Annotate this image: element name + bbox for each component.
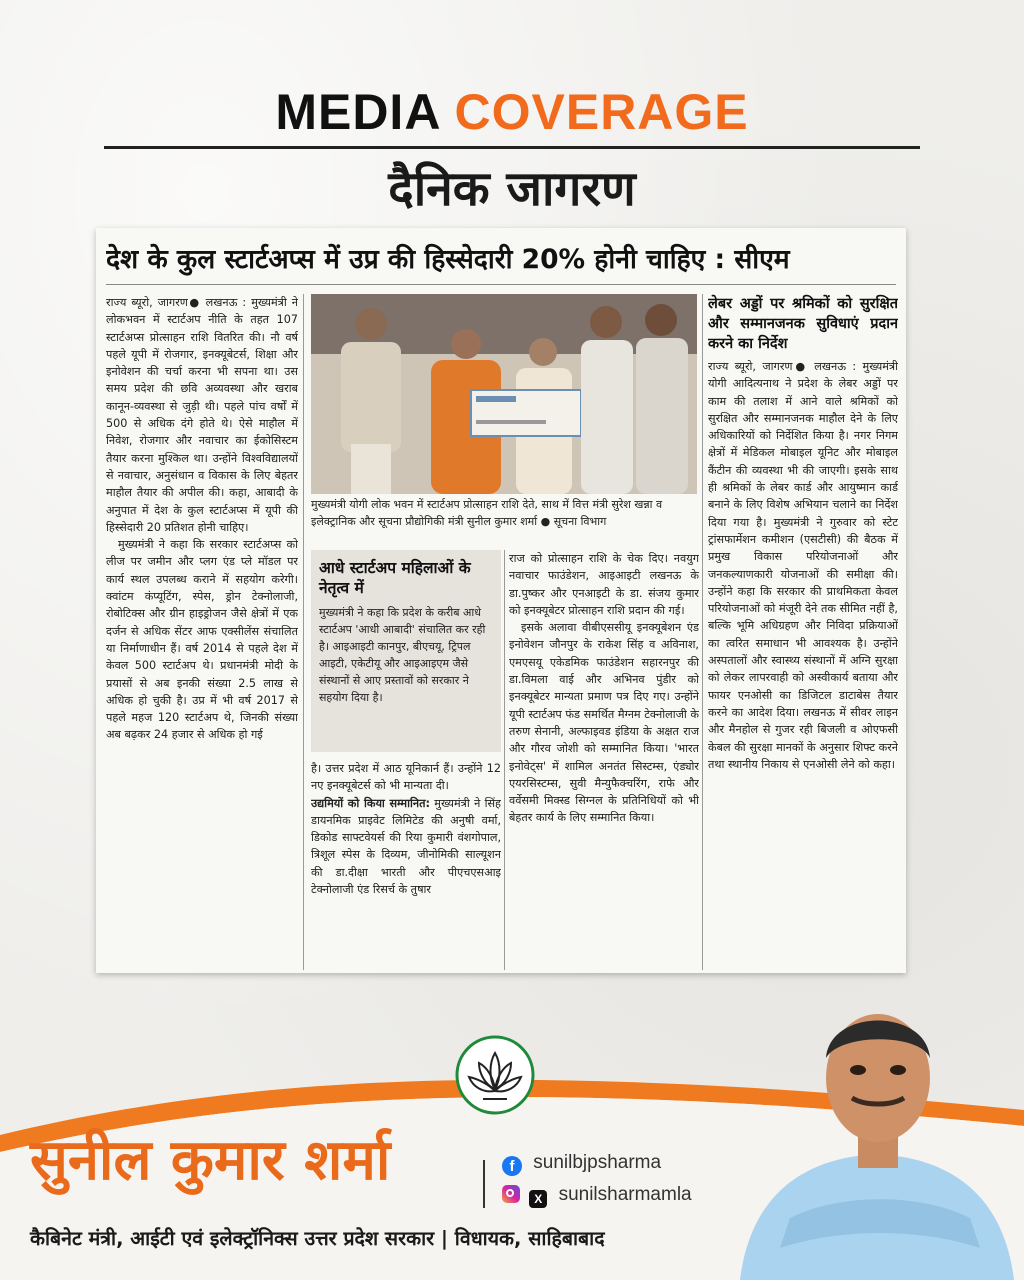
box-text: मुख्यमंत्री ने कहा कि प्रदेश के करीब आधे स्टार्टअप 'आधी आबादी' संचालित कर रही है। आइआइटी कानपुर, बीएचयू, ट्रिपल आइटी, एकेटीयू और आइआइएम जैसे संस्थानों से आए प्रस्तावों को सरकार ने सहयोग दिया है। [319,606,486,704]
x-icon: X [529,1190,547,1208]
headline-rule [106,284,896,285]
facebook-link[interactable] [502,1152,661,1176]
person-name: सुनील कुमार शर्मा [30,1128,391,1193]
paragraph: राज को प्रोत्साहन राशि के चेक दिए। नवयुग नवाचार फाउंडेशन, आइआइटी लखनऊ के डा.पुष्कर और एनआइटी के डा. संजय कुमार को इनक्यूबेटर प्रोत्साहन राशि प्रदान की गई। [509,552,699,617]
paragraph: राज्य ब्यूरो, जागरण● लखनऊ : मुख्यमंत्री योगी आदित्यनाथ ने प्रदेश के लेबर अड्डों पर काम की तलाश में आने वाले श्रमिकों को सुरक्षित और सम्मानजनक माहौल देने के लिए अधिकारियों को निर्देशित किया है। नगर निगम क्षेत्रों में मेडिकल मोबाइल यूनिट और मोबाइल कैंटीन की व्यवस्था भी की जाएगी। इसके साथ ही श्रमिकों के लेबर कार्ड और आयुष्मान कार्ड बनाने के लिए विशेष अभियान चलाने का निर्देश दिया गया है। मुख्यमंत्री ने गुरुवार को स्टेट ट्रांसफार्मेशन कमीशन (एसटीसी) की बैठक में प्रमुख विकास परियोजनाओं और जनकल्याणकारी योजनाओं की समीक्षा की। उन्होंने कहा कि सरकार की प्राथमिकता केवल परियोजनाओं को मंजूरी देने तक सीमित नहीं है, बल्कि भूमि अधिग्रहण और निविदा प्रक्रियाओं का त्वरित समाधान भी आवश्यक है। उन्होंने अस्पतालों और स्वास्थ्य संस्थानों में अग्नि सुरक्षा को लेकर लापरवाही को अस्वीकार्य बताया और फायर एनओसी का डिजिटल डाटाबेस तैयार करने का आदेश दिया। लखनऊ में सीवर लाइन और मैनहोल से गुजर रही बिजली व ओएफसी केबल की सुरक्षा मानकों के अनुसार शिफ्ट करने तथा स्थानीय निकाय से एनओसी लेने को कहा। [708,360,898,771]
article-column-2 [311,760,501,970]
news-photo [311,294,697,494]
person-portrait [730,978,1024,1280]
paragraph: मुख्यमंत्री ने कहा कि सरकार स्टार्टअप्स को लीज पर जमीन और प्लग एंड प्ले मॉडल पर कार्य स्थल उपलब्ध कराने में सहयोग करेगी। क्वांटम कंप्यूटिंग, स्पेस, ड्रोन टेक्नोलाजी, रोबोटिक्स और ग्रीन हाइड्रोजन जैसे क्षेत्रों में एक दर्जन से अधिक सेंटर आफ एक्सीलेंस संचालित या निर्माणाधीन हैं। वर्ष 2014 से पहले देश में केवल 500 स्टार्टअप थे। प्रधानमंत्री मोदी के प्रयासों से अब इनकी संख्या 2.5 लाख से अधिक हो चुकी है। उप्र में भी वर्ष 2017 से पहले महज 120 स्टार्टअप थे, जिनकी संख्या अब बढ़कर 24 हजार से अधिक हो गई [106,538,298,742]
article-column-4 [708,294,898,969]
social-handle: sunilsharmamla [558,1184,692,1205]
box-title: आधे स्टार्टअप महिलाओं के नेतृत्व में [319,559,471,597]
media-coverage-title: MEDIA COVERAGE [275,84,749,140]
sidebar-box [311,550,501,752]
photo-caption: मुख्यमंत्री योगी लोक भवन में स्टार्टअप प्रोत्साहन राशि देते, साथ में वित्त मंत्री सुरेश खन्ना व इलेक्ट्रानिक और सूचना प्रौद्योगिकी मंत्री सुनील कुमार शर्मा ● सूचना विभाग [311,498,663,528]
designation: कैबिनेट मंत्री, आईटी एवं इलेक्ट्रॉनिक्स उत्तर प्रदेश सरकार | विधायक, साहिबाबाद [30,1227,605,1250]
side-article-title: लेबर अड्डों पर श्रमिकों को सुरक्षित और सम्मानजनक सुविधाएं प्रदान करने का निर्देश [708,296,898,352]
paragraph: इसके अलावा वीबीएससीयू इनक्यूबेशन एंड इनोवेशन जौनपुर के राकेश सिंह व अविनाश, एमएसयू एकेडमिक फाउंडेशन सहारनपुर की डा.विमला वाई और अभिनव पुंडीर को इनक्यूबेटर मान्यता प्रमाण पत्र दिए गए। उन्होंने यूपी स्टार्टअप फंड समर्थित मैग्नम टेक्नोलाजी के तरुण सेनानी, अल्फाइवड इंडिया के अक्षत राज और गौरव जोशी को सम्मानित किया। 'भारत इनोवेट्स' में शामिल अनतंत सिस्टम्स, एंड्योर एयरसिस्टम्स, सुवी मैन्युफैक्चरिंग, राफे और वर्वेसमी मिक्स्ड सिग्नल के प्रतिनिधियों को भी बेहतर कार्य के लिए सम्मानित किया। [509,621,699,825]
article-column-1 [106,294,298,969]
column-divider [303,294,304,970]
newspaper-clipping [96,228,906,973]
name-divider [483,1160,485,1208]
paragraph: है। उत्तर प्रदेश में आठ यूनिकार्न हैं। उन्होंने 12 नए इनक्यूबेटर्स को भी मान्यता दी। [311,762,501,793]
paragraph [311,795,501,899]
column-divider [504,550,505,970]
subheading: उद्यमियों को किया सम्मानित: [311,796,430,810]
column-divider [702,294,703,970]
paragraph-text: मुख्यमंत्री ने सिंह डायनमिक प्राइवेट लिमिटेड की अनुषी वर्मा, डिकोड साफ्टवेयर्स की रिया कुमारी वंशगोपाल, त्रिशूल स्पेस के दिव्यम, जीनोमिकी साल्यूशन की डा.दीक्षा भारती और पीएचएसआइ टेक्नोलाजी एंड रिसर्च के तुषार [311,796,501,897]
newspaper-name: दैनिक जागरण [388,161,636,217]
article-column-3 [509,550,699,970]
title-rule [104,146,920,149]
social-handle-row[interactable] [502,1184,692,1208]
clip-headline: देश के कुल स्टार्टअप्स में उप्र की हिस्सेदारी 20% होनी चाहिए : सीएम [106,244,790,275]
instagram-icon [502,1185,520,1203]
paragraph: राज्य ब्यूरो, जागरण● लखनऊ : मुख्यमंत्री ने लोकभवन में स्टार्टअप नीति के तहत 107 स्टार्टअप्स प्रोत्साहन राशि वितरित की। नौ वर्ष पहले यूपी में रोजगार, इनक्यूबेटर्स, शिक्षा और इनोवेशन की चर्चा करना भी सपना था। उस समय प्रदेश की छवि अव्यवस्था और खराब कानून-व्यवस्था से जुड़ी थी। पहले पांच वर्षों में 500 से अधिक दंगे होते थे। ऐसे माहौल में निवेश, रोजगार और नवाचार का ईकोसिस्टम तैयार करना मुश्किल था। उन्होंने विश्वविद्यालयों से नवाचार, अनुसंधान व विकास के लिए बेहतर माहौल तैयार की अपील की। कहा, आबादी के अनुपात में देश के कुल स्टार्टअप्स में यूपी की हिस्सेदारी 20 प्रतिशत होनी चाहिए। [106,296,298,534]
facebook-handle: sunilbjpsharma [533,1152,662,1173]
bjp-lotus-icon [455,1035,535,1127]
facebook-icon: f [502,1156,522,1176]
